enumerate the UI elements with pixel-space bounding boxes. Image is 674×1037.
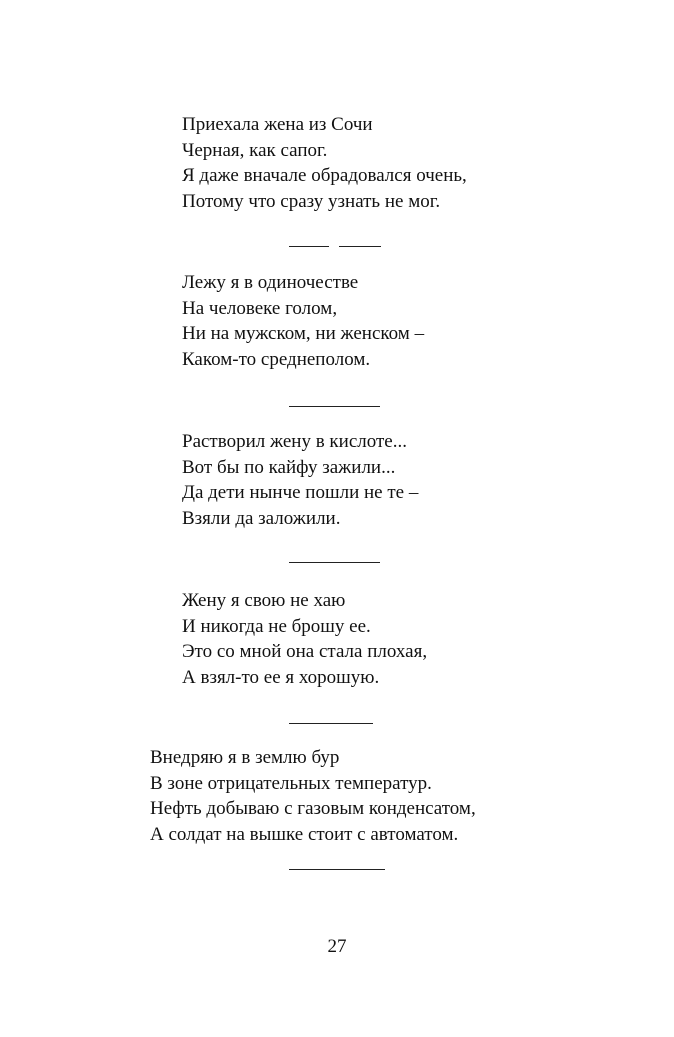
poem-line: Вот бы по кайфу зажили... bbox=[182, 456, 396, 478]
poem-line: А солдат на вышке стоит с автоматом. bbox=[150, 823, 459, 845]
poem-2 bbox=[182, 270, 424, 372]
poem-line: Взяли да заложили. bbox=[182, 507, 341, 529]
poem-line: Черная, как сапог. bbox=[182, 139, 328, 161]
poem-line: Жену я свою не хаю bbox=[182, 590, 346, 611]
poem-line: Приехала жена из Сочи bbox=[182, 114, 373, 135]
poem-line: Да дети нынче пошли не те – bbox=[182, 482, 419, 503]
poem-1 bbox=[182, 112, 467, 214]
separator-rule bbox=[289, 562, 380, 563]
separator-rule bbox=[289, 723, 373, 724]
poem-line: Растворил жену в кислоте... bbox=[182, 431, 407, 452]
poem-line: Каком-то среднеполом. bbox=[182, 348, 371, 370]
poem-line: И никогда не брошу ее. bbox=[182, 615, 371, 637]
poem-line: Я даже вначале обрадовался очень, bbox=[182, 165, 467, 186]
poem-5 bbox=[150, 745, 476, 847]
poem-line: Лежу я в одиночестве bbox=[182, 272, 359, 293]
page-number: 27 bbox=[327, 936, 347, 957]
poem-line: Ни на мужском, ни женском – bbox=[182, 323, 425, 344]
separator-rule-segment bbox=[289, 246, 329, 247]
poem-3 bbox=[182, 429, 418, 531]
poem-line: Нефть добываю с газовым конденсатом, bbox=[150, 798, 476, 819]
poem-line: На человеке голом, bbox=[182, 297, 338, 319]
poem-line: А взял-то ее я хорошую. bbox=[182, 666, 380, 688]
poem-4 bbox=[182, 588, 427, 690]
poem-line: Внедряю я в землю бур bbox=[150, 747, 340, 768]
poem-line: В зоне отрицательных температур. bbox=[150, 772, 432, 794]
poem-line: Это со мной она стала плохая, bbox=[182, 641, 428, 662]
separator-rule bbox=[289, 406, 380, 407]
separator-rule bbox=[289, 869, 385, 870]
separator-rule-segment bbox=[339, 246, 381, 247]
poem-line: Потому что сразу узнать не мог. bbox=[182, 190, 441, 212]
